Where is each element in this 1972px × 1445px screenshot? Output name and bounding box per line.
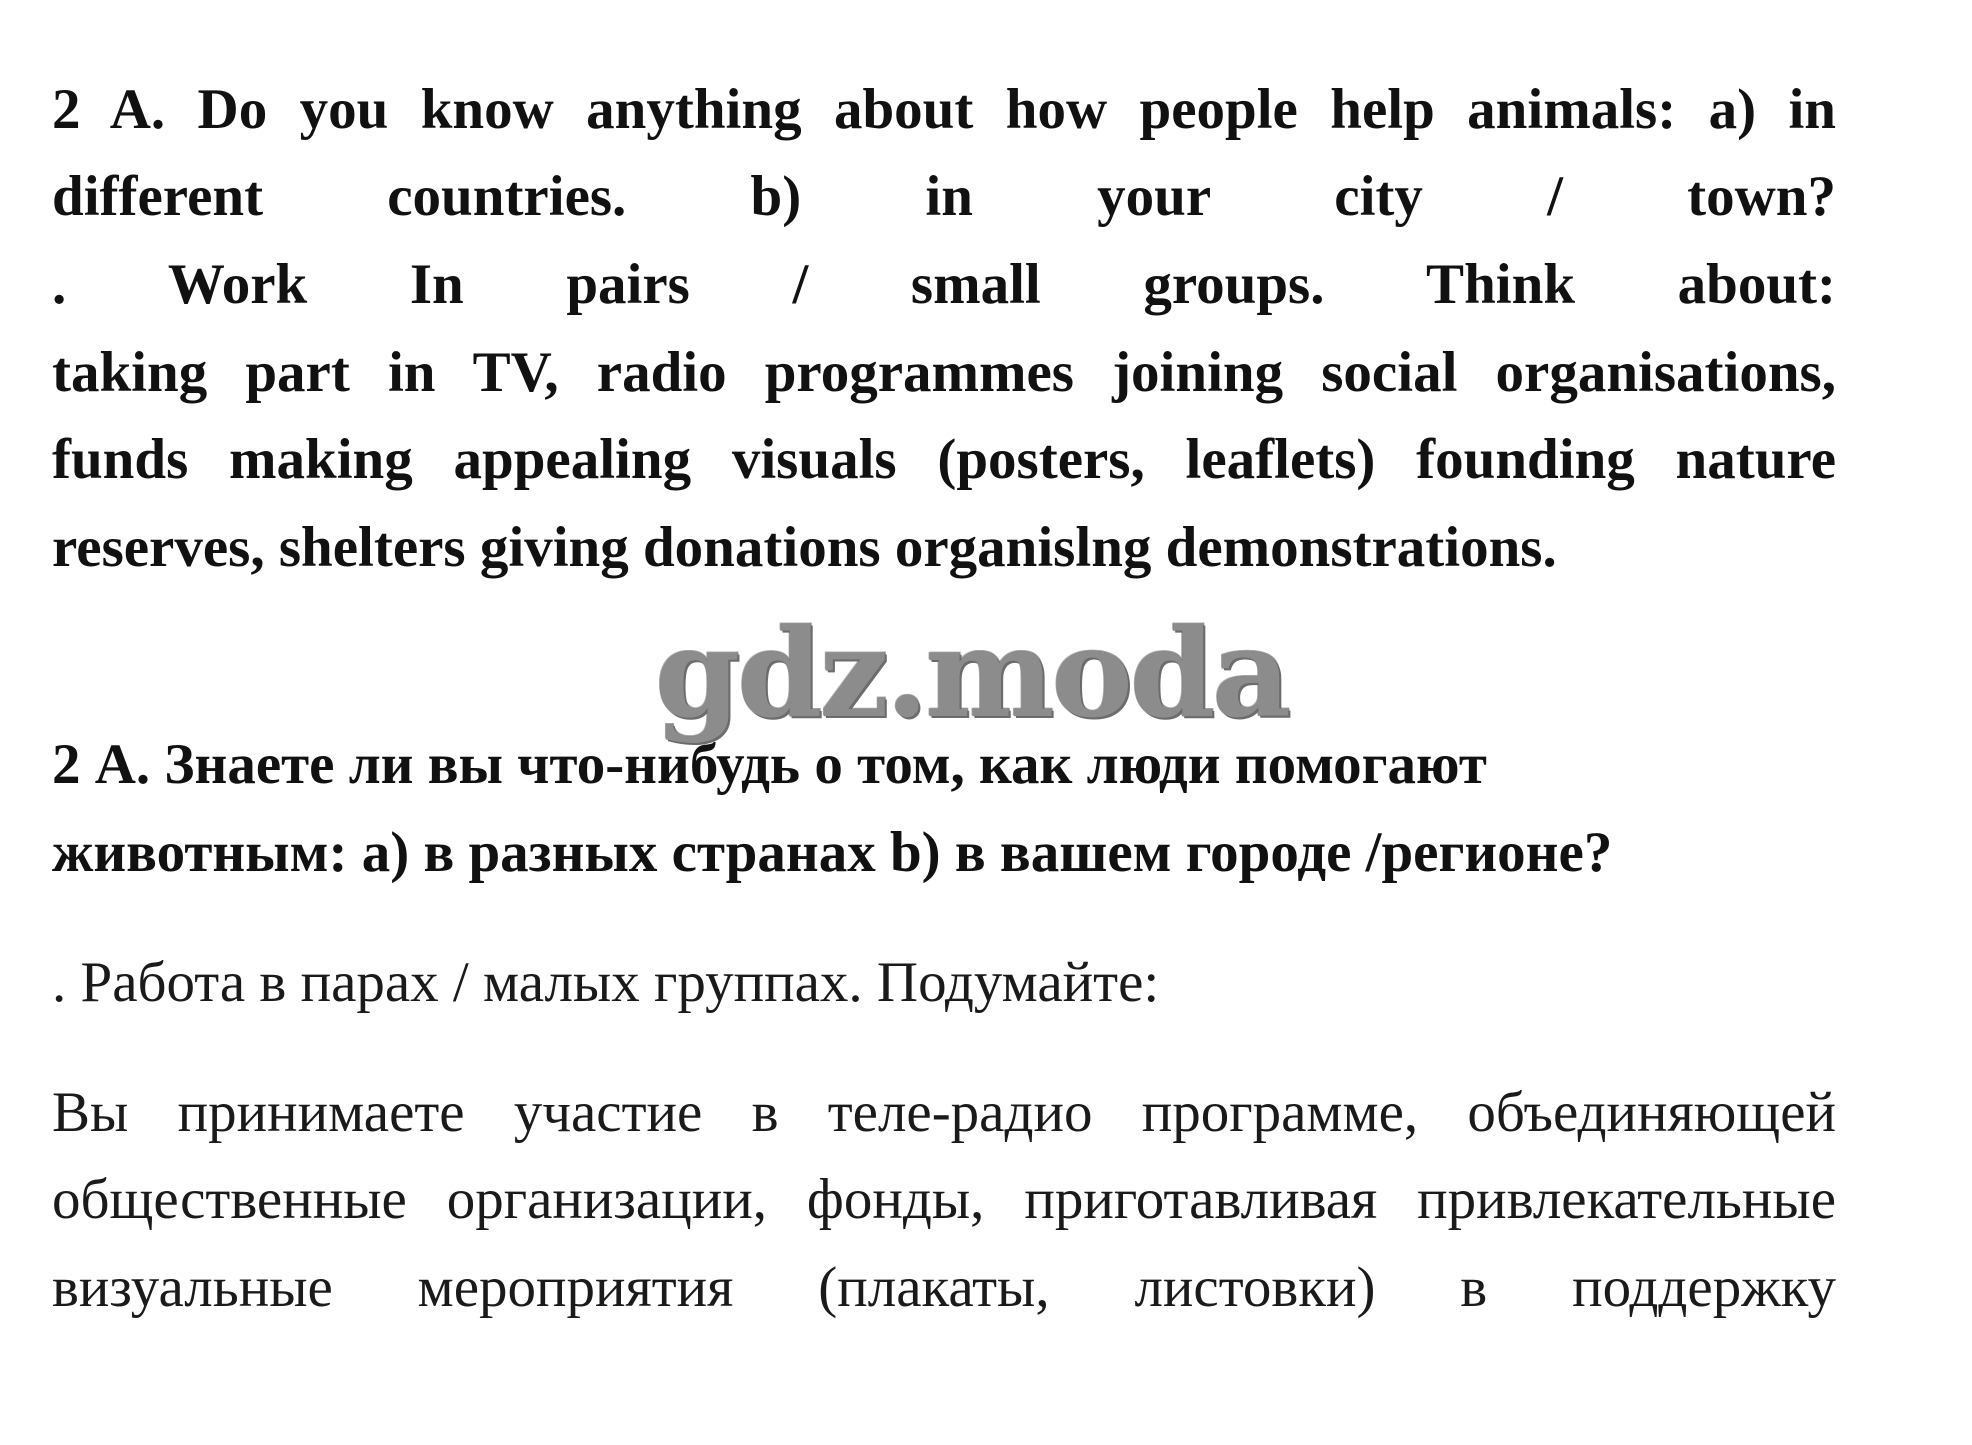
english-line-1: 2 A. Do you know anything about how people help animals: a) in bbox=[52, 78, 1836, 141]
english-line-6: reserves, shelters giving donations organislng demonstrations. bbox=[52, 516, 1557, 579]
english-line-3: . Work In pairs / small groups. Think about: bbox=[52, 253, 1836, 316]
russian-instruction: . Работа в парах / малых группах. Подумайте: bbox=[52, 951, 1160, 1014]
russian-body-line-3: визуальные мероприятия (плакаты, листовки) в поддержку bbox=[52, 1256, 1836, 1319]
russian-body-line-1: Вы принимаете участие в теле-радио программе, объединяющей bbox=[52, 1081, 1836, 1144]
watermark-logo: gdz.moda bbox=[655, 601, 1289, 745]
russian-body-line-2: общественные организации, фонды, приготавливая привлекательные bbox=[52, 1168, 1836, 1231]
russian-heading-line-1: 2 А. Знаете ли вы что-нибудь о том, как люди помогают bbox=[52, 733, 1487, 796]
english-line-2: different countries. b) in your city / town? bbox=[52, 165, 1836, 228]
english-line-5: funds making appealing visuals (posters, leaflets) founding nature bbox=[52, 428, 1836, 491]
russian-heading-line-2: животным: а) в разных странах b) в вашем городе /регионе? bbox=[52, 821, 1613, 884]
english-line-4: taking part in TV, radio programmes joining social organisations, bbox=[52, 341, 1836, 404]
